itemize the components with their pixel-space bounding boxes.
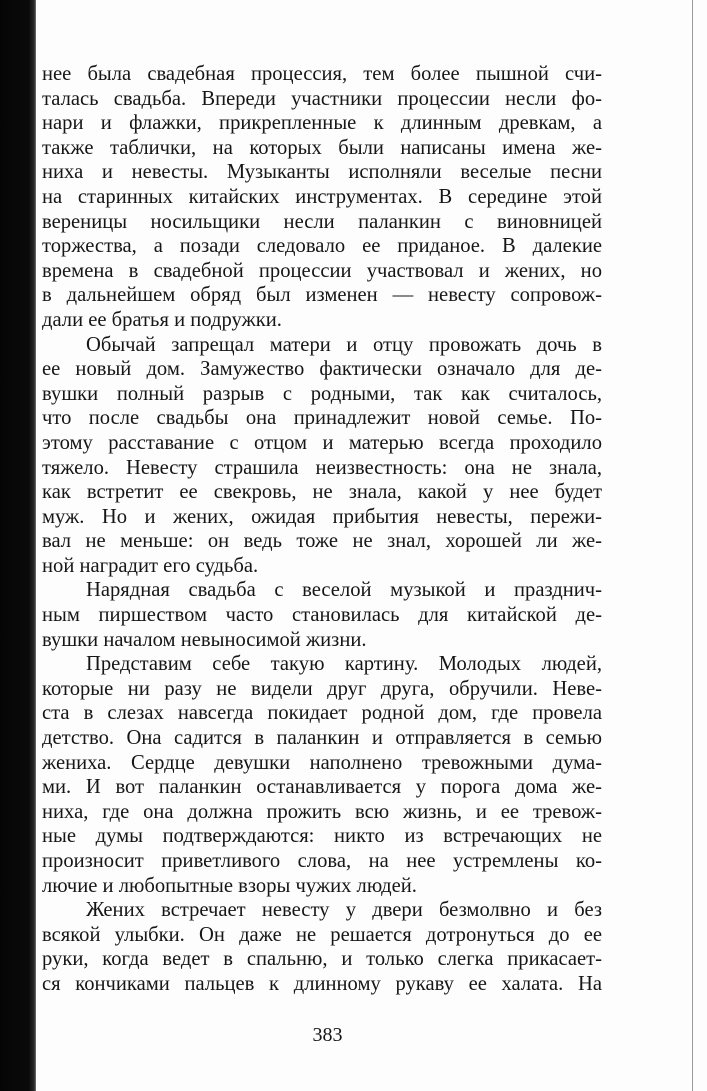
scan-edge-shadow xyxy=(0,0,36,1091)
text-line: Обычай запрещал матери и отцу провожать дочь в xyxy=(86,333,602,356)
text-line: тяжело. Невесту страшила неизвестность: она не знала, xyxy=(42,456,602,479)
text-line: всякой улыбки. Он даже не решается дотронуться до ее xyxy=(42,923,602,946)
text-line: ся кончиками пальцев к длинному рукаву ее халата. На xyxy=(42,972,602,995)
text-line: нари и флажки, прикрепленные к длинным древкам, а xyxy=(42,112,602,135)
paragraph xyxy=(42,652,602,898)
text-line: нее была свадебная процессия, тем более пышной счи- xyxy=(42,63,602,85)
paragraph xyxy=(42,333,602,579)
text-line: торжества, а позади следовало ее приданое. В далекие xyxy=(42,235,602,258)
text-line: как встретит ее свекровь, не знала, какой у нее будет xyxy=(42,481,602,504)
text-line: жениха. Сердце девушки наполнено тревожными дума- xyxy=(42,751,602,774)
text-line: также таблички, на которых были написаны имена же- xyxy=(42,136,602,159)
text-line: ее новый дом. Замужество фактически означало для де- xyxy=(42,358,602,381)
text-line: руки, когда ведет в спальню, и только слегка прикасает- xyxy=(42,948,602,971)
paragraph xyxy=(42,578,602,652)
text-line: вереницы носильщики несли паланкин с виновницей xyxy=(42,210,602,233)
text-line: ные думы подтверждаются: никто из встречающих не xyxy=(42,825,602,848)
text-line: времена в свадебной процессии участвовал и жених, но xyxy=(42,259,602,282)
scan-edge-line xyxy=(692,0,693,1091)
text-line: Представим себе такую картину. Молодых людей, xyxy=(86,653,602,676)
text-line: ми. И вот паланкин останавливается у порога дома же- xyxy=(42,776,602,799)
text-line: Нарядная свадьба с веселой музыкой и празднич- xyxy=(86,579,602,602)
text-line: этому расставание с отцом и матерью всегда проходило xyxy=(42,431,602,454)
text-line: ста в слезах навсегда покидает родной дом, где провела xyxy=(42,702,602,725)
text-line: вал не меньше: он ведь тоже не знал, хорошей ли же- xyxy=(42,530,602,553)
text-line: в дальнейшем обряд был изменен — невесту сопровож- xyxy=(42,284,602,307)
paragraph xyxy=(42,898,602,996)
text-line: муж. Но и жених, ожидая прибытия невесты, пережи- xyxy=(42,505,602,528)
text-line: которые ни разу не видели друг друга, обручили. Неве- xyxy=(42,677,602,700)
text-line: лючие и любопытные взоры чужих людей. xyxy=(42,874,417,897)
paragraph xyxy=(42,62,602,333)
text-line: ной наградит его судьба. xyxy=(42,554,259,577)
text-line: ниха, где она должна прожить всю жизнь, и ее тревож- xyxy=(42,800,602,823)
text-line: ным пиршеством часто становилась для китайской де- xyxy=(42,604,602,627)
text-line: на старинных китайских инструментах. В середине этой xyxy=(42,185,602,208)
page-number: 383 xyxy=(312,1024,343,1046)
text-line: ниха и невесты. Музыканты исполняли веселые песни xyxy=(42,161,602,184)
text-line: произносит приветливого слова, на нее устремлены ко- xyxy=(42,850,602,872)
text-line: что после свадьбы она принадлежит новой семье. По- xyxy=(42,407,602,430)
text-line: дали ее братья и подружки. xyxy=(42,308,282,331)
text-line: вушки началом невыносимой жизни. xyxy=(42,628,367,651)
text-line: детство. Она садится в паланкин и отправляется в семью xyxy=(42,727,602,750)
text-line: вушки полный разрыв с родными, так как считалось, xyxy=(42,382,602,405)
body-text xyxy=(42,62,602,997)
text-line: талась свадьба. Впереди участники процессии несли фо- xyxy=(42,87,602,110)
text-line: Жених встречает невесту у двери безмолвно и без xyxy=(86,899,602,922)
